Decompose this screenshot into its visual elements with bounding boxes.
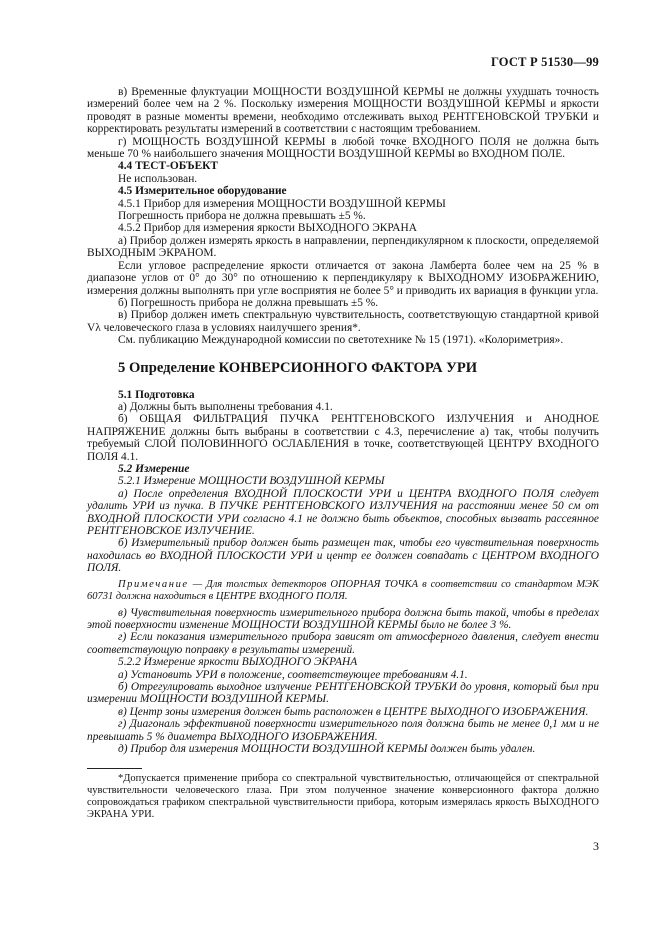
- paragraph-5-2-2-a: а) Установить УРИ в положение, соответствующее требованиям 4.1.: [118, 668, 468, 681]
- paragraph-not-used: Не использован.: [118, 172, 198, 185]
- paragraph-5-2-2-d: г) Диагональ эффективной поверхности измерительного поля должна быть не менее 0,1 мм и не превышать 5 % диаметра ВЫХОДНОГО ИЗОБРАЖЕНИЯ.: [87, 718, 599, 743]
- paragraph-4-5-2-b: б) Погрешность прибора не должна превышать ±5 %.: [118, 296, 379, 309]
- note-label: Примечание: [118, 578, 189, 590]
- paragraph-5-2-1-a: а) После определения ВХОДНОЙ ПЛОСКОСТИ УРИ и ЦЕНТРА ВХОДНОГО ПОЛЯ следует удалить УРИ из пучка. В ПУЧКЕ РЕНТГЕНОВСКОГО ИЗЛУЧЕНИЯ на расстоянии менее 50 см от ВХОДНОЙ ПЛОСКОСТИ УРИ согласно 4.1 не должно быть объектов, способных вызвать рассеянное РЕНТГЕНОВСКОЕ ИЗЛУЧЕНИЕ.: [87, 487, 599, 537]
- paragraph-5-2-2: 5.2.2 Измерение яркости ВЫХОДНОГО ЭКРАНА: [118, 656, 358, 669]
- footnote: *Допускается применение прибора со спектральной чувствительностью, отличающейся от спектральной чувствительности человеческого глаза. При этом полученное значение конверсионного фактора должно сопровождаться графиком спектральной чувствительности прибора, которым измерялась яркость ВЫХОДНОГО ЭКРАНА УРИ.: [87, 772, 599, 820]
- document-body: [87, 86, 599, 821]
- paragraph-4-5-1: 4.5.1 Прибор для измерения МОЩНОСТИ ВОЗДУШНОЙ КЕРМЫ: [118, 197, 446, 210]
- heading-5-1: 5.1 Подготовка: [118, 388, 195, 401]
- paragraph-4-5-2-c: в) Прибор должен иметь спектральную чувствительность, соответствующую стандартной кривой Vλ человеческого глаза в условиях наилучшего зрения*.: [87, 309, 599, 334]
- note-text: — Для толстых детекторов ОПОРНАЯ ТОЧКА в соответствии со стандартом МЭК 60731 должна находиться в ЦЕНТРЕ ВХОДНОГО ПОЛЯ.: [87, 578, 599, 602]
- paragraph-4-3-c: в) Временные флуктуации МОЩНОСТИ ВОЗДУШНОЙ КЕРМЫ не должны ухудшать точность измерений более чем на 2 %. Поскольку измерения МОЩНОСТИ ВОЗДУШНОЙ КЕРМЫ и яркости проводят в разные моменты времени, необходимо отслеживать выход РЕНТГЕНОВСКОЙ ТРУБКИ и корректировать результаты измерений в соответствии с настоящим требованием.: [87, 86, 599, 136]
- paragraph-5-2-1-d: г) Если показания измерительного прибора зависят от атмосферного давления, следует внести соответствующую поправку в результаты измерений.: [87, 631, 599, 656]
- paragraph-5-1-a: а) Должны быть выполнены требования 4.1.: [118, 400, 333, 413]
- paragraph-5-1-b: б) ОБЩАЯ ФИЛЬТРАЦИЯ ПУЧКА РЕНТГЕНОВСКОГО ИЗЛУЧЕНИЯ и АНОДНОЕ НАПРЯЖЕНИЕ должны быть выбраны в соответствии с 4.3, перечисление а) так, чтобы получить требуемый СЛОЙ ПОЛОВИННОГО ОСЛАБЛЕНИЯ в точке, соответствующей ЦЕНТРУ ВХОДНОГО ПОЛЯ 4.1.: [87, 413, 599, 463]
- paragraph-reference: См. публикацию Международной комиссии по светотехнике № 15 (1971). «Колориметрия».: [118, 334, 564, 347]
- heading-4-4: 4.4 ТЕСТ-ОБЪЕКТ: [118, 160, 219, 173]
- note: [87, 579, 599, 603]
- paragraph-4-5-2-a: а) Прибор должен измерять яркость в направлении, перпендикулярном к плоскости, определяемой ВЫХОДНЫМ ЭКРАНОМ.: [87, 234, 599, 260]
- paragraph-4-3-d: г) МОЩНОСТЬ ВОЗДУШНОЙ КЕРМЫ в любой точке ВХОДНОГО ПОЛЯ не должна быть меньше 70 % наибольшего значения МОЩНОСТИ ВОЗДУШНОЙ КЕРМЫ во ВХОДНОМ ПОЛЕ.: [87, 135, 599, 161]
- paragraph-5-2-2-e: д) Прибор для измерения МОЩНОСТИ ВОЗДУШНОЙ КЕРМЫ должен быть удален.: [118, 743, 536, 756]
- paragraph-5-2-2-c: в) Центр зоны измерения должен быть расположен в ЦЕНТРЕ ВЫХОДНОГО ИЗОБРАЖЕНИЯ.: [118, 705, 589, 718]
- page-number: 3: [593, 839, 599, 853]
- heading-5-2: 5.2 Измерение: [118, 462, 190, 475]
- paragraph-5-2-1: 5.2.1 Измерение МОЩНОСТИ ВОЗДУШНОЙ КЕРМЫ: [118, 475, 385, 488]
- section-5-title: 5 Определение КОНВЕРСИОННОГО ФАКТОРА УРИ: [118, 359, 478, 376]
- paragraph-5-2-2-b: б) Отрегулировать выходное излучение РЕНТГЕНОВСКОЙ ТРУБКИ до уровня, который был при измерении МОЩНОСТИ ВОЗДУШНОЙ КЕРМЫ.: [87, 681, 599, 706]
- paragraph-5-2-1-b: б) Измерительный прибор должен быть размещен так, чтобы его чувствительная поверхность находилась во ВХОДНОЙ ПЛОСКОСТИ УРИ и центр ее должен совпадать с ЦЕНТРОМ ВХОДНОГО ПОЛЯ.: [87, 537, 599, 575]
- footnote-divider: [87, 768, 142, 769]
- heading-4-5: 4.5 Измерительное оборудование: [118, 185, 287, 198]
- paragraph-4-5-2: 4.5.2 Прибор для измерения яркости ВЫХОДНОГО ЭКРАНА: [118, 222, 417, 235]
- paragraph-lambert: Если угловое распределение яркости отличается от закона Ламберта более чем на 25 % в диапазоне углов от 0° до 30° по отношению к перпендикуляру к ВЫХОДНОМУ ИЗОБРАЖЕНИЮ, измерения должны выполнять при угле восприятия не более 5° и приводить их вариация в функции угла.: [87, 259, 599, 297]
- paragraph-5-2-1-c: в) Чувствительная поверхность измерительного прибора должна быть такой, чтобы в пределах этой поверхности изменение МОЩНОСТИ ВОЗДУШНОЙ КЕРМЫ было не более 3 %.: [87, 606, 599, 632]
- document-code-header: ГОСТ Р 51530—99: [490, 55, 599, 69]
- paragraph-accuracy-1: Погрешность прибора не должна превышать ±5 %.: [118, 210, 366, 223]
